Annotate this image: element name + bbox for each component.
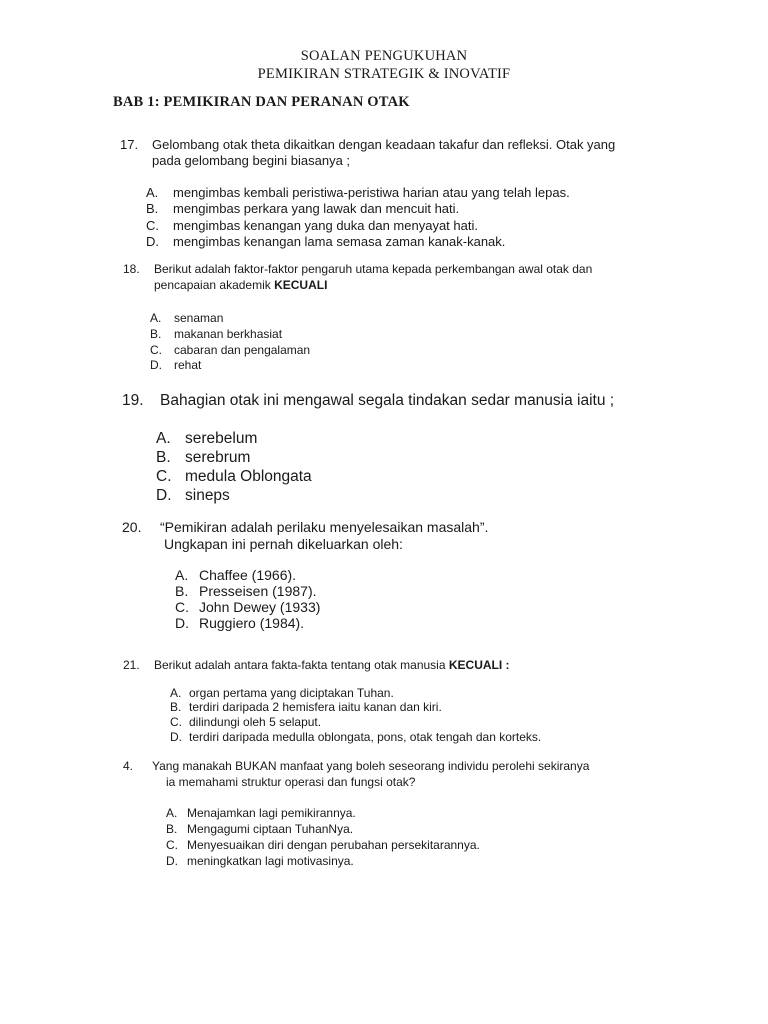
answer-option	[175, 615, 304, 631]
option-text: John Dewey (1933)	[199, 599, 321, 615]
question-number: 4.	[123, 759, 134, 773]
answer-option	[170, 715, 321, 730]
answer-option	[156, 449, 250, 467]
option-letter: B.	[150, 327, 162, 341]
answer-option	[150, 327, 282, 342]
option-text: cabaran dan pengalaman	[174, 343, 311, 357]
option-text: serebelum	[185, 430, 258, 447]
answer-option	[175, 567, 296, 583]
question-text-line: Yang manakah BUKAN manfaat yang boleh seseorang individu perolehi sekiranya	[152, 759, 590, 773]
option-letter: C.	[156, 468, 172, 485]
answer-option	[175, 583, 317, 599]
answer-option	[150, 358, 201, 373]
option-text: mengimbas kembali peristiwa-peristiwa harian atau yang telah lepas.	[173, 185, 570, 200]
option-letter: C.	[166, 838, 178, 852]
option-letter: C.	[170, 715, 182, 729]
question-text-line: pencapaian akademik KECUALI	[154, 278, 328, 292]
answer-option	[146, 185, 570, 201]
question-text-line: Ungkapan ini pernah dikeluarkan oleh:	[164, 536, 403, 552]
answer-option	[156, 487, 230, 505]
option-text: medula Oblongata	[185, 468, 312, 485]
option-letter: B.	[166, 822, 178, 836]
question-text-line: pada gelombang begini biasanya ;	[152, 153, 351, 168]
question-text-line: Berikut adalah faktor-faktor pengaruh utama kepada perkembangan awal otak dan	[154, 262, 593, 276]
option-text: Presseisen (1987).	[199, 583, 317, 599]
option-letter: B.	[146, 201, 159, 216]
option-letter: A.	[150, 311, 162, 325]
question-text-line: Berikut adalah antara fakta-fakta tentang otak manusia KECUALI :	[154, 658, 510, 672]
option-text: senaman	[174, 311, 224, 325]
header-title: SOALAN PENGUKUHAN	[300, 48, 468, 64]
option-text: sineps	[185, 487, 230, 504]
option-letter: A.	[146, 185, 159, 200]
question-text-line: Bahagian otak ini mengawal segala tindakan sedar manusia iaitu ;	[160, 392, 615, 409]
option-letter: D.	[150, 358, 162, 372]
option-letter: D.	[170, 730, 182, 744]
option-text: terdiri daripada 2 hemisfera iaitu kanan dan kiri.	[189, 700, 442, 714]
option-text: serebrum	[185, 449, 251, 466]
question-text-line: ia memahami struktur operasi dan fungsi otak?	[166, 775, 416, 789]
answer-option	[166, 854, 354, 869]
emphasis-kecuali: KECUALI	[274, 278, 328, 292]
answer-option	[146, 201, 459, 217]
option-letter: A.	[170, 686, 182, 700]
answer-option	[170, 730, 541, 745]
header-subtitle: PEMIKIRAN STRATEGIK & INOVATIF	[257, 66, 511, 82]
answer-option	[150, 311, 223, 326]
option-letter: D.	[156, 487, 172, 504]
option-text: Menyesuaikan diri dengan perubahan persekitarannya.	[187, 838, 480, 852]
option-text: terdiri daripada medulla oblongata, pons, otak tengah dan korteks.	[189, 730, 542, 744]
option-text: Ruggiero (1984).	[199, 615, 305, 631]
answer-option	[146, 234, 505, 250]
answer-option	[166, 838, 480, 853]
emphasis-kecuali: KECUALI :	[448, 658, 510, 672]
question-number: 21.	[123, 658, 140, 672]
question-number: 20.	[122, 519, 142, 535]
option-text: makanan berkhasiat	[174, 327, 283, 341]
option-text: meningkatkan lagi motivasinya.	[187, 854, 354, 868]
option-text: organ pertama yang diciptakan Tuhan.	[189, 686, 394, 700]
option-letter: D.	[146, 234, 159, 249]
option-letter: B.	[156, 449, 171, 466]
document-header	[0, 47, 768, 83]
answer-option	[146, 218, 478, 234]
answer-option	[170, 700, 442, 715]
question-number: 18.	[123, 262, 140, 276]
option-text: rehat	[174, 358, 202, 372]
answer-option	[175, 599, 320, 615]
answer-option	[166, 822, 353, 837]
answer-option	[170, 686, 394, 701]
option-letter: D.	[166, 854, 178, 868]
option-letter: D.	[175, 615, 189, 631]
option-text: Menajamkan lagi pemikirannya.	[187, 806, 356, 820]
question-number: 19.	[122, 392, 144, 409]
option-letter: A.	[166, 806, 178, 820]
option-letter: C.	[150, 343, 162, 357]
option-letter: B.	[175, 583, 189, 599]
option-text: mengimbas kenangan yang duka dan menyayat hati.	[173, 218, 478, 233]
option-letter: A.	[156, 430, 171, 447]
answer-option	[156, 468, 312, 486]
option-letter: C.	[146, 218, 159, 233]
option-text: mengimbas perkara yang lawak dan mencuit hati.	[173, 201, 460, 216]
answer-option	[166, 806, 356, 821]
option-letter: C.	[175, 599, 189, 615]
answer-option	[150, 343, 310, 358]
question-text-line: “Pemikiran adalah perilaku menyelesaikan masalah”.	[160, 519, 489, 535]
option-letter: B.	[170, 700, 182, 714]
option-text: Chaffee (1966).	[199, 567, 297, 583]
answer-option	[156, 430, 257, 448]
option-text: mengimbas kenangan lama semasa zaman kanak-kanak.	[173, 234, 506, 249]
question-number: 17.	[120, 137, 139, 152]
option-letter: A.	[175, 567, 189, 583]
chapter-heading: BAB 1: PEMIKIRAN DAN PERANAN OTAK	[113, 94, 410, 110]
option-text: Mengagumi ciptaan TuhanNya.	[187, 822, 354, 836]
option-text: dilindungi oleh 5 selaput.	[189, 715, 322, 729]
question-text-line: Gelombang otak theta dikaitkan dengan keadaan takafur dan refleksi. Otak yang	[152, 137, 616, 152]
